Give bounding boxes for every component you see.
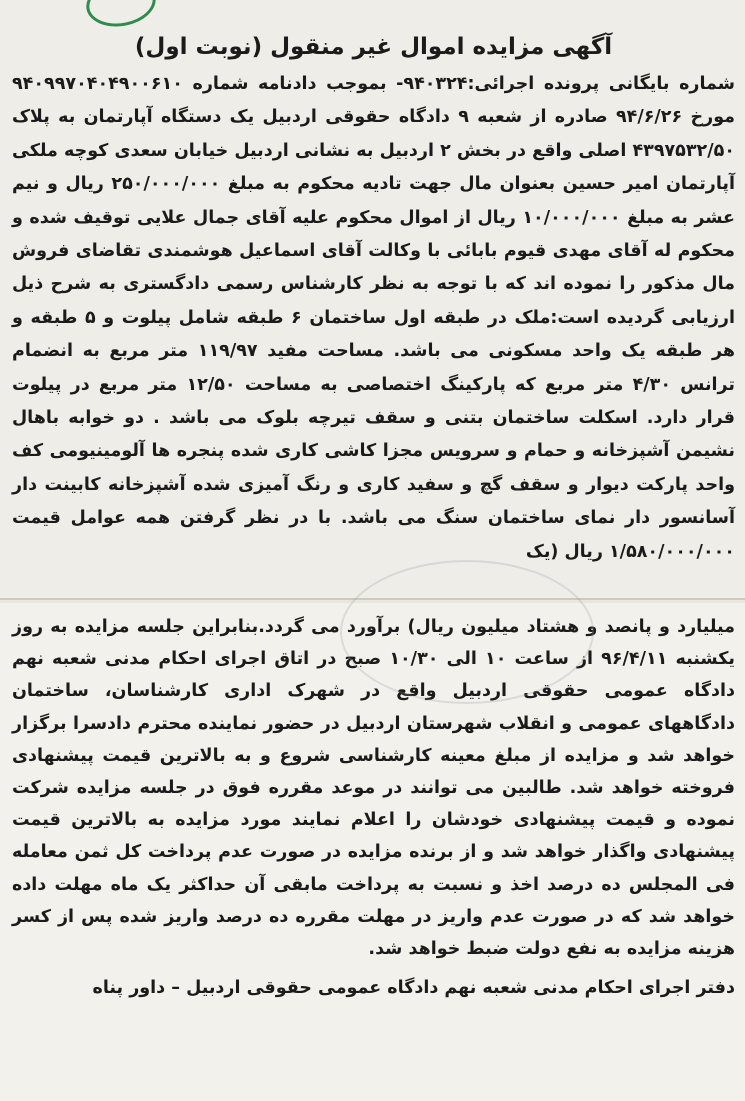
notice-body-part1: شماره بایگانی پرونده اجرائی:۹۴۰۳۲۴- بموجب دادنامه شماره ۹۴۰۹۹۷۰۴۰۴۹۰۰۶۱۰ مورخ ۹۴/۶/۲۶ صادره از شعبه ۹ دادگاه حقوقی اردبیل یک دستگاه آپارتمان به پلاک ۴۳۹۷۵۳۲/۵۰ اصلی واقع در بخش ۲ اردبیل به نشانی اردبیل خیابان سعدی کوچه ملکی آپارتمان امیر حسین بعنوان مال جهت تادیه محکوم به مبلغ ۲۵۰/۰۰۰/۰۰۰ ریال و نیم عشر به مبلغ ۱۰/۰۰۰/۰۰۰ ریال از اموال محکوم علیه آقای جمال علایی توقیف شده و محکوم له آقای مهدی قیوم بابائی با وکالت آقای اسماعیل هوشمندی تقاضای فروش مال مذکور را نموده اند که با توجه به نظر کارشناس رسمی دادگستری به شرح ذیل ارزیابی گردیده است:ملک در طبقه اول ساختمان ۶ طبقه شامل پیلوت و ۵ طبقه و هر طبقه یک واحد مسکونی می باشد. مساحت مفید ۱۱۹/۹۷ متر مربع به انضمام ترانس ۴/۳۰ متر مربع که پارکینگ اختصاصی به مساحت ۱۲/۵۰ متر مربع در پیلوت قرار دارد. اسکلت ساختمان بتنی و سقف تیرچه بلوک می باشد . دو خوابه باهال نشیمن آشپزخانه و حمام و سرویس مجزا کاشی کاری شده پنجره ها آلومینیومی کف واحد پارکت دیوار و سقف گچ و سفید کاری و رنگ آمیزی شده آشپزخانه کابینت دار آسانسور دار نمای ساختمان سنگ می باشد. با در نظر گرفتن همه عوامل قیمت ۱/۵۸۰/۰۰۰/۰۰۰ ریال (یک — [12, 74, 736, 562]
corner-logo-mark — [83, 0, 160, 32]
notice-signature: دفتر اجرای احکام مدنی شعبه نهم دادگاه عمومی حقوقی اردبیل – داور پناه — [92, 978, 735, 999]
notice-clipping-bottom — [0, 603, 745, 1101]
notice-body-part2: میلیارد و پانصد و هشتاد میلیون ریال) برآورد می گردد.بنابراین جلسه مزایده به روز یکشنبه ۹۶/۴/۱۱ از ساعت ۱۰ الی ۱۰/۳۰ صبح در اتاق اجرای احکام مدنی شعبه نهم دادگاه عمومی حقوقی اردبیل واقع در شهرک اداری کارشناسان، ساختمان دادگاههای عمومی و انقلاب شهرستان اردبیل در حضور نماینده محترم دادسرا برگزار خواهد شد و مزایده از مبلغ معینه کارشناسی شروع و به بالاترین قیمت پیشنهادی فروخته خواهد شد. طالبین می توانند در موعد مقرره فوق در جلسه مزایده شرکت نموده و قیمت پیشنهادی خودشان را اعلام نمایند مورد مزایده به بالاترین قیمت پیشنهادی واگذار خواهد شد و از برنده مزایده در صورت عدم پرداخت کل ثمن معامله فی المجلس ده درصد اخذ و نسبت به پرداخت مابقی آن حداکثر یک ماه مهلت داده خواهد شد که در صورت عدم واریز در مهلت مقرره ده درصد واریز شده پس از کسر هزینه مزایده به نفع دولت ضبط خواهد شد. — [12, 617, 735, 960]
notice-title: آگهی مزایده اموال غیر منقول (نوبت اول) — [134, 34, 613, 60]
